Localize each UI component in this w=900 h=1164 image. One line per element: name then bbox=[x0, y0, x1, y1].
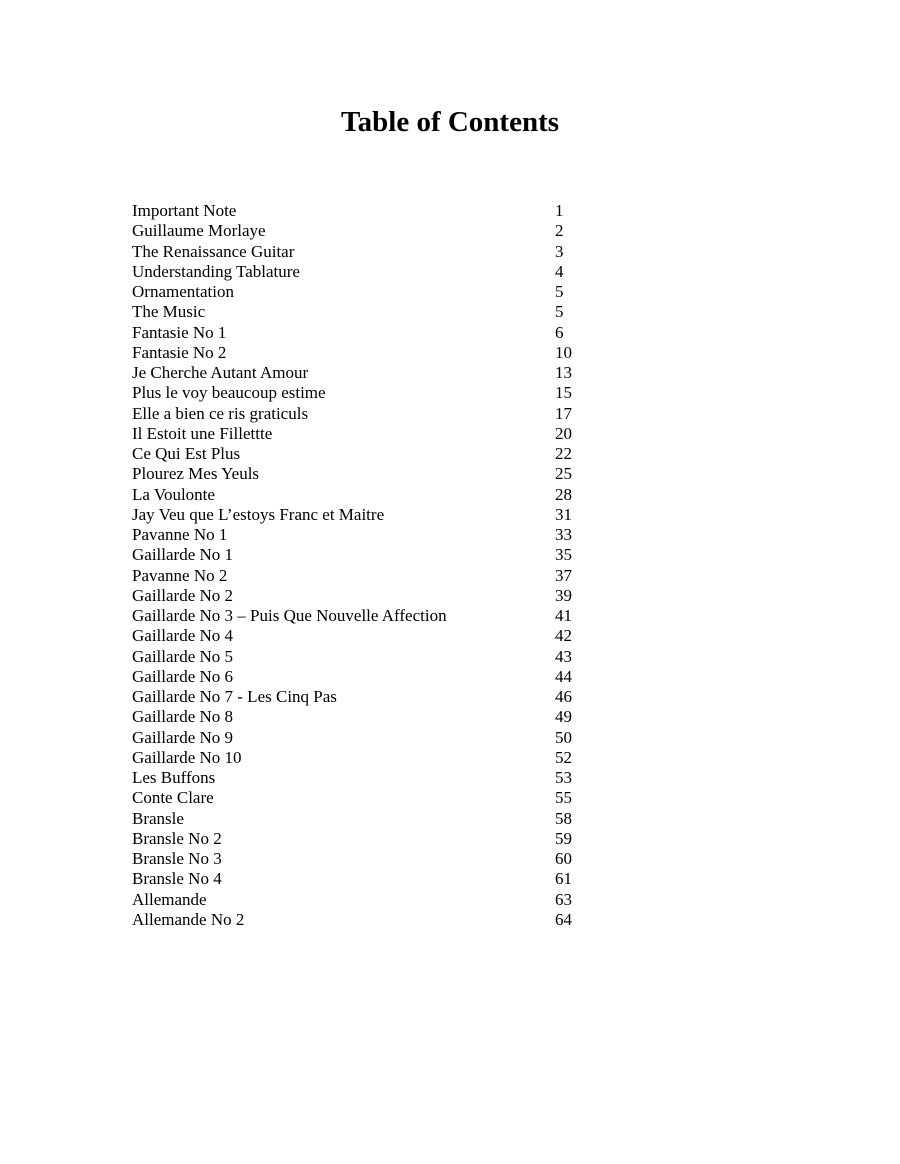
toc-entry bbox=[132, 404, 592, 424]
toc-entry-page-number: 31 bbox=[555, 504, 572, 524]
toc-entry bbox=[132, 788, 592, 808]
toc-entry bbox=[132, 829, 592, 849]
toc-entry bbox=[132, 910, 592, 930]
toc-entry-page-number: 37 bbox=[555, 565, 572, 585]
toc-entry-page-number: 43 bbox=[555, 646, 572, 666]
toc-entry-page-number: 5 bbox=[555, 302, 564, 322]
toc-entry-page-number: 49 bbox=[555, 707, 572, 727]
toc-entry bbox=[132, 586, 592, 606]
toc-entry-page-number: 41 bbox=[555, 606, 572, 625]
toc-entry bbox=[132, 545, 592, 565]
toc-entry-page-number: 25 bbox=[555, 464, 572, 484]
toc-entry-title: Plourez Mes Yeuls bbox=[132, 464, 260, 484]
toc-entry-page-number: 58 bbox=[555, 808, 572, 828]
toc-entry-title: Gaillarde No 6 bbox=[132, 666, 234, 686]
toc-entry-page-number: 1 bbox=[555, 201, 564, 220]
toc-entry-title: Ornamentation bbox=[132, 282, 234, 301]
toc-entry-page-number: 39 bbox=[555, 585, 572, 605]
toc-entry bbox=[132, 849, 592, 869]
toc-entry bbox=[132, 626, 592, 646]
toc-entry-page-number: 63 bbox=[555, 889, 572, 909]
toc-entry-title: Elle a bien ce ris graticuls bbox=[132, 403, 309, 423]
toc-entry-page-number: 22 bbox=[555, 444, 572, 463]
toc-entry-title: Understanding Tablature bbox=[132, 261, 300, 281]
toc-entry-page-number: 6 bbox=[555, 322, 564, 342]
toc-entry bbox=[132, 728, 592, 748]
page-title: Table of Contents bbox=[340, 106, 560, 138]
toc-entry-page-number: 3 bbox=[555, 241, 564, 261]
toc-entry bbox=[132, 464, 592, 484]
toc-entry-title: Bransle bbox=[132, 808, 184, 828]
toc-entry-title: Conte Clare bbox=[132, 788, 214, 808]
toc-entry bbox=[132, 566, 592, 586]
toc-entry-page-number: 61 bbox=[555, 869, 572, 889]
toc-entry-page-number: 42 bbox=[555, 626, 572, 646]
toc-entry-title: Gaillarde No 2 bbox=[132, 585, 234, 605]
toc-entry bbox=[132, 221, 592, 241]
toc-entry-title: Allemande bbox=[132, 889, 207, 909]
toc-entry bbox=[132, 282, 592, 302]
toc-entry-page-number: 44 bbox=[555, 666, 572, 686]
toc-entry-title: Je Cherche Autant Amour bbox=[132, 363, 309, 382]
toc-entry-title: Gaillarde No 5 bbox=[132, 646, 234, 666]
toc-entry bbox=[132, 809, 592, 829]
toc-entry-page-number: 15 bbox=[555, 383, 572, 403]
toc-entry-title: La Voulonte bbox=[132, 484, 215, 504]
toc-entry bbox=[132, 444, 592, 464]
toc-entry-page-number: 55 bbox=[555, 788, 572, 808]
toc-entry-page-number: 10 bbox=[555, 342, 572, 362]
toc-entry-title: Gaillarde No 10 bbox=[132, 747, 242, 767]
toc-entry-page-number: 5 bbox=[555, 282, 564, 301]
toc-entry bbox=[132, 707, 592, 727]
toc-entry bbox=[132, 505, 592, 525]
toc-entry-title: Gaillarde No 7 - Les Cinq Pas bbox=[132, 687, 337, 706]
toc-entry-title: The Renaissance Guitar bbox=[132, 241, 295, 261]
toc-entry bbox=[132, 424, 592, 444]
toc-entry-page-number: 20 bbox=[555, 423, 572, 443]
toc-entry-page-number: 2 bbox=[555, 221, 564, 241]
toc-entry bbox=[132, 323, 592, 343]
toc-entry-title: Important Note bbox=[132, 201, 237, 220]
toc-entry bbox=[132, 242, 592, 262]
toc-entry bbox=[132, 363, 592, 383]
table-of-contents bbox=[132, 201, 592, 930]
toc-entry bbox=[132, 667, 592, 687]
toc-entry bbox=[132, 201, 592, 221]
toc-entry bbox=[132, 383, 592, 403]
toc-entry-title: Pavanne No 2 bbox=[132, 565, 228, 585]
toc-entry bbox=[132, 687, 592, 707]
toc-entry-title: Fantasie No 1 bbox=[132, 322, 227, 342]
toc-entry-title: Gaillarde No 3 – Puis Que Nouvelle Affection bbox=[132, 606, 447, 625]
toc-entry-title: Jay Veu que L’estoys Franc et Maitre bbox=[132, 504, 385, 524]
toc-entry-page-number: 64 bbox=[555, 909, 572, 929]
toc-entry-page-number: 33 bbox=[555, 525, 572, 544]
toc-entry-page-number: 17 bbox=[555, 403, 572, 423]
toc-entry-title: Bransle No 3 bbox=[132, 849, 222, 868]
toc-entry-page-number: 50 bbox=[555, 727, 572, 747]
toc-entry bbox=[132, 485, 592, 505]
toc-entry bbox=[132, 343, 592, 363]
toc-entry-title: Bransle No 2 bbox=[132, 828, 222, 848]
toc-entry-title: Allemande No 2 bbox=[132, 909, 245, 929]
toc-entry-page-number: 52 bbox=[555, 747, 572, 767]
toc-entry bbox=[132, 262, 592, 282]
toc-entry-page-number: 53 bbox=[555, 768, 572, 787]
toc-entry-title: Guillaume Morlaye bbox=[132, 221, 266, 241]
toc-entry-title: Bransle No 4 bbox=[132, 869, 222, 889]
toc-entry-page-number: 35 bbox=[555, 545, 572, 565]
toc-entry-title: Gaillarde No 1 bbox=[132, 545, 234, 565]
toc-entry-title: Il Estoit une Fillettte bbox=[132, 423, 273, 443]
toc-entry-title: Les Buffons bbox=[132, 768, 216, 787]
toc-entry bbox=[132, 647, 592, 667]
toc-entry-title: Fantasie No 2 bbox=[132, 342, 227, 362]
toc-entry-title: Gaillarde No 4 bbox=[132, 626, 234, 646]
toc-entry-title: Gaillarde No 9 bbox=[132, 727, 234, 747]
toc-entry-page-number: 60 bbox=[555, 849, 572, 868]
toc-entry-page-number: 59 bbox=[555, 828, 572, 848]
toc-entry-page-number: 4 bbox=[555, 261, 564, 281]
toc-entry-title: Pavanne No 1 bbox=[132, 525, 228, 544]
toc-entry bbox=[132, 890, 592, 910]
toc-entry bbox=[132, 768, 592, 788]
toc-entry bbox=[132, 525, 592, 545]
toc-entry bbox=[132, 302, 592, 322]
toc-entry-title: Gaillarde No 8 bbox=[132, 707, 234, 727]
toc-entry bbox=[132, 869, 592, 889]
toc-entry-page-number: 13 bbox=[555, 363, 572, 382]
toc-entry-page-number: 28 bbox=[555, 484, 572, 504]
toc-entry bbox=[132, 748, 592, 768]
toc-entry-title: Ce Qui Est Plus bbox=[132, 444, 241, 463]
toc-entry-page-number: 46 bbox=[555, 687, 572, 706]
toc-entry-title: The Music bbox=[132, 302, 206, 322]
toc-entry bbox=[132, 606, 592, 626]
toc-entry-title: Plus le voy beaucoup estime bbox=[132, 383, 326, 403]
